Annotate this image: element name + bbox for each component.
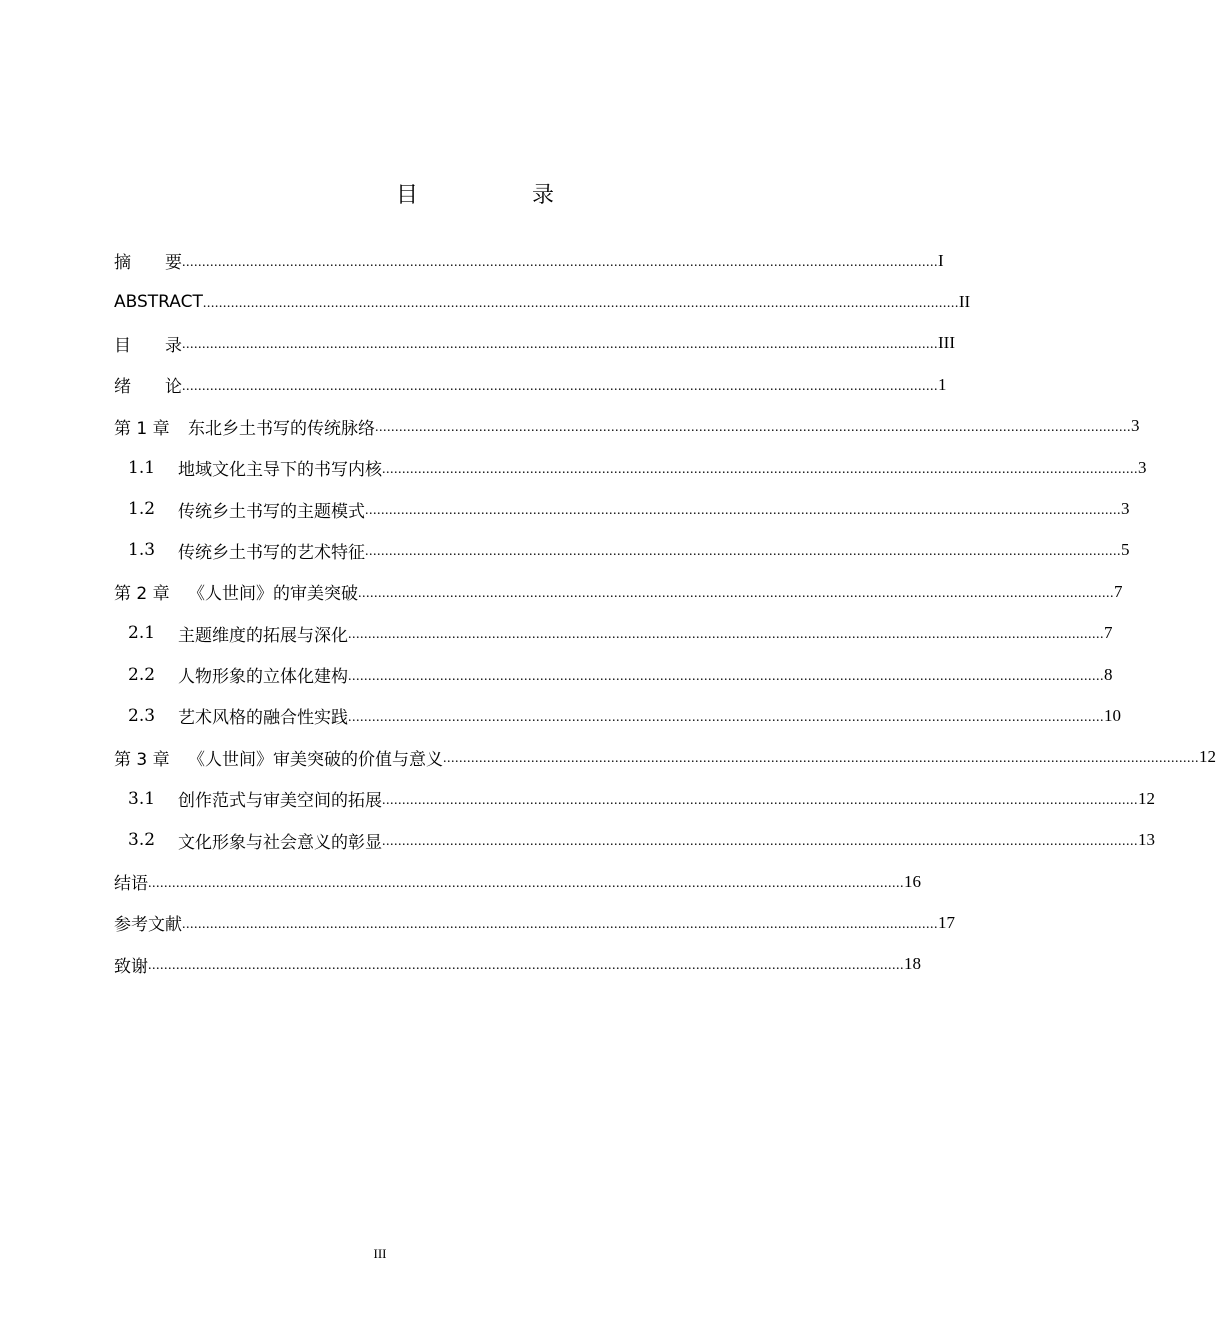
dot-leader: ............................................................................................................................................................................................. <box>382 461 1138 477</box>
toc-entry-label: 创作范式与审美空间的拓展 <box>178 791 382 812</box>
page-title-text: 目 录 <box>395 183 600 208</box>
toc-entry-page: 3 <box>1121 499 1130 519</box>
toc-entry-conclusion[interactable] <box>114 861 921 902</box>
toc-entry-page: 18 <box>904 954 921 974</box>
toc-entry-page: 3 <box>1138 457 1147 477</box>
toc-entry-label: 结语 <box>114 874 148 895</box>
toc-entry-page: 13 <box>1138 830 1155 850</box>
dot-leader: ............................................................................................................................................................................................. <box>382 792 1138 808</box>
dot-leader: ............................................................................................................................................................................................. <box>182 254 938 270</box>
toc-entry-abstract-cn[interactable] <box>114 240 944 281</box>
toc-entry-acknowledgements[interactable] <box>114 944 921 985</box>
section-number: 3.2 <box>128 830 156 851</box>
section-number: 1.2 <box>128 499 156 520</box>
dot-leader: ............................................................................................................................................................................................. <box>348 668 1104 684</box>
section-number: 2.1 <box>128 623 156 644</box>
toc-entry-label: 致谢 <box>114 956 148 977</box>
section-number: 1.3 <box>128 540 156 561</box>
toc-entry-contents[interactable] <box>114 323 955 364</box>
chapter-number: 第 1 章 <box>114 418 170 439</box>
toc-entry-page: III <box>938 333 955 353</box>
toc-entry-page: 1 <box>938 374 947 394</box>
toc-entry-page: I <box>938 250 944 270</box>
toc-entry-section-1-3[interactable] <box>114 530 1130 571</box>
toc-entry-chapter-2[interactable] <box>114 571 1123 612</box>
toc-entry-section-1-1[interactable] <box>114 447 1147 488</box>
dot-leader: ............................................................................................................................................................................................. <box>202 296 959 312</box>
dot-leader: ............................................................................................................................................................................................. <box>148 875 904 891</box>
section-number: 2.2 <box>128 664 156 685</box>
dot-leader: ............................................................................................................................................................................................. <box>182 916 938 932</box>
chapter-number: 第 3 章 <box>114 749 170 770</box>
dot-leader: ............................................................................................................................................................................................. <box>182 378 938 394</box>
dot-leader: ............................................................................................................................................................................................. <box>182 337 938 353</box>
dot-leader: ............................................................................................................................................................................................. <box>348 709 1104 725</box>
dot-leader: ............................................................................................................................................................................................. <box>148 958 904 974</box>
toc-entry-label: 人物形象的立体化建构 <box>178 667 348 688</box>
toc-entry-label: ABSTRACT <box>114 292 203 313</box>
toc-entry-label: 东北乡土书写的传统脉络 <box>188 418 375 439</box>
section-number: 1.1 <box>128 457 156 478</box>
toc-entry-label: 参考文献 <box>114 915 182 936</box>
toc-entry-label: 地域文化主导下的书写内核 <box>178 460 382 481</box>
dot-leader: ............................................................................................................................................................................................. <box>365 503 1121 519</box>
toc-entry-section-2-2[interactable] <box>114 654 1113 695</box>
toc-entry-page: II <box>958 292 971 312</box>
toc-entry-label: 绪 论 <box>114 377 182 398</box>
toc-entry-page: 8 <box>1104 664 1113 684</box>
toc-entry-label: 文化形象与社会意义的彰显 <box>178 832 382 853</box>
section-number: 2.3 <box>128 705 156 726</box>
toc-entry-label: 摘 要 <box>114 253 182 274</box>
toc-entry-section-3-1[interactable] <box>114 778 1155 819</box>
dot-leader: ............................................................................................................................................................................................. <box>348 627 1104 643</box>
toc-entry-page: 10 <box>1104 705 1121 725</box>
toc-entry-chapter-3[interactable] <box>114 737 1216 778</box>
toc-entry-page: 7 <box>1104 623 1113 643</box>
toc-entry-section-1-2[interactable] <box>114 488 1130 529</box>
chapter-number: 第 2 章 <box>114 584 170 605</box>
toc-entry-section-3-2[interactable] <box>114 819 1155 860</box>
toc-entry-introduction[interactable] <box>114 364 947 405</box>
toc-entry-label: 《人世间》审美突破的价值与意义 <box>188 749 443 770</box>
toc-entry-label: 传统乡土书写的艺术特征 <box>178 542 365 563</box>
toc-entry-page: 3 <box>1131 416 1140 436</box>
dot-leader: ............................................................................................................................................................................................. <box>375 420 1131 436</box>
toc-entry-label: 主题维度的拓展与深化 <box>178 625 348 646</box>
page-title <box>0 178 950 209</box>
toc-entry-label: 传统乡土书写的主题模式 <box>178 501 365 522</box>
toc-entry-abstract-en[interactable] <box>114 281 971 322</box>
toc-entry-page: 16 <box>904 871 921 891</box>
table-of-contents <box>114 240 1216 985</box>
dot-leader: ............................................................................................................................................................................................. <box>443 751 1199 767</box>
toc-entry-page: 17 <box>938 912 955 932</box>
dot-leader: ............................................................................................................................................................................................. <box>365 544 1121 560</box>
toc-entry-references[interactable] <box>114 902 955 943</box>
toc-entry-section-2-3[interactable] <box>114 695 1121 736</box>
section-number: 3.1 <box>128 788 156 809</box>
toc-entry-section-2-1[interactable] <box>114 613 1113 654</box>
toc-entry-chapter-1[interactable] <box>114 406 1140 447</box>
toc-entry-page: 12 <box>1138 788 1155 808</box>
toc-entry-page: 5 <box>1121 540 1130 560</box>
toc-entry-label: 《人世间》的审美突破 <box>188 584 358 605</box>
footer-page-number: III <box>373 1246 387 1261</box>
toc-entry-label: 目 录 <box>114 335 182 356</box>
toc-entry-page: 12 <box>1199 747 1216 767</box>
dot-leader: ............................................................................................................................................................................................. <box>382 834 1138 850</box>
toc-entry-label: 艺术风格的融合性实践 <box>178 708 348 729</box>
dot-leader: ............................................................................................................................................................................................. <box>358 585 1114 601</box>
toc-entry-page: 7 <box>1114 581 1123 601</box>
